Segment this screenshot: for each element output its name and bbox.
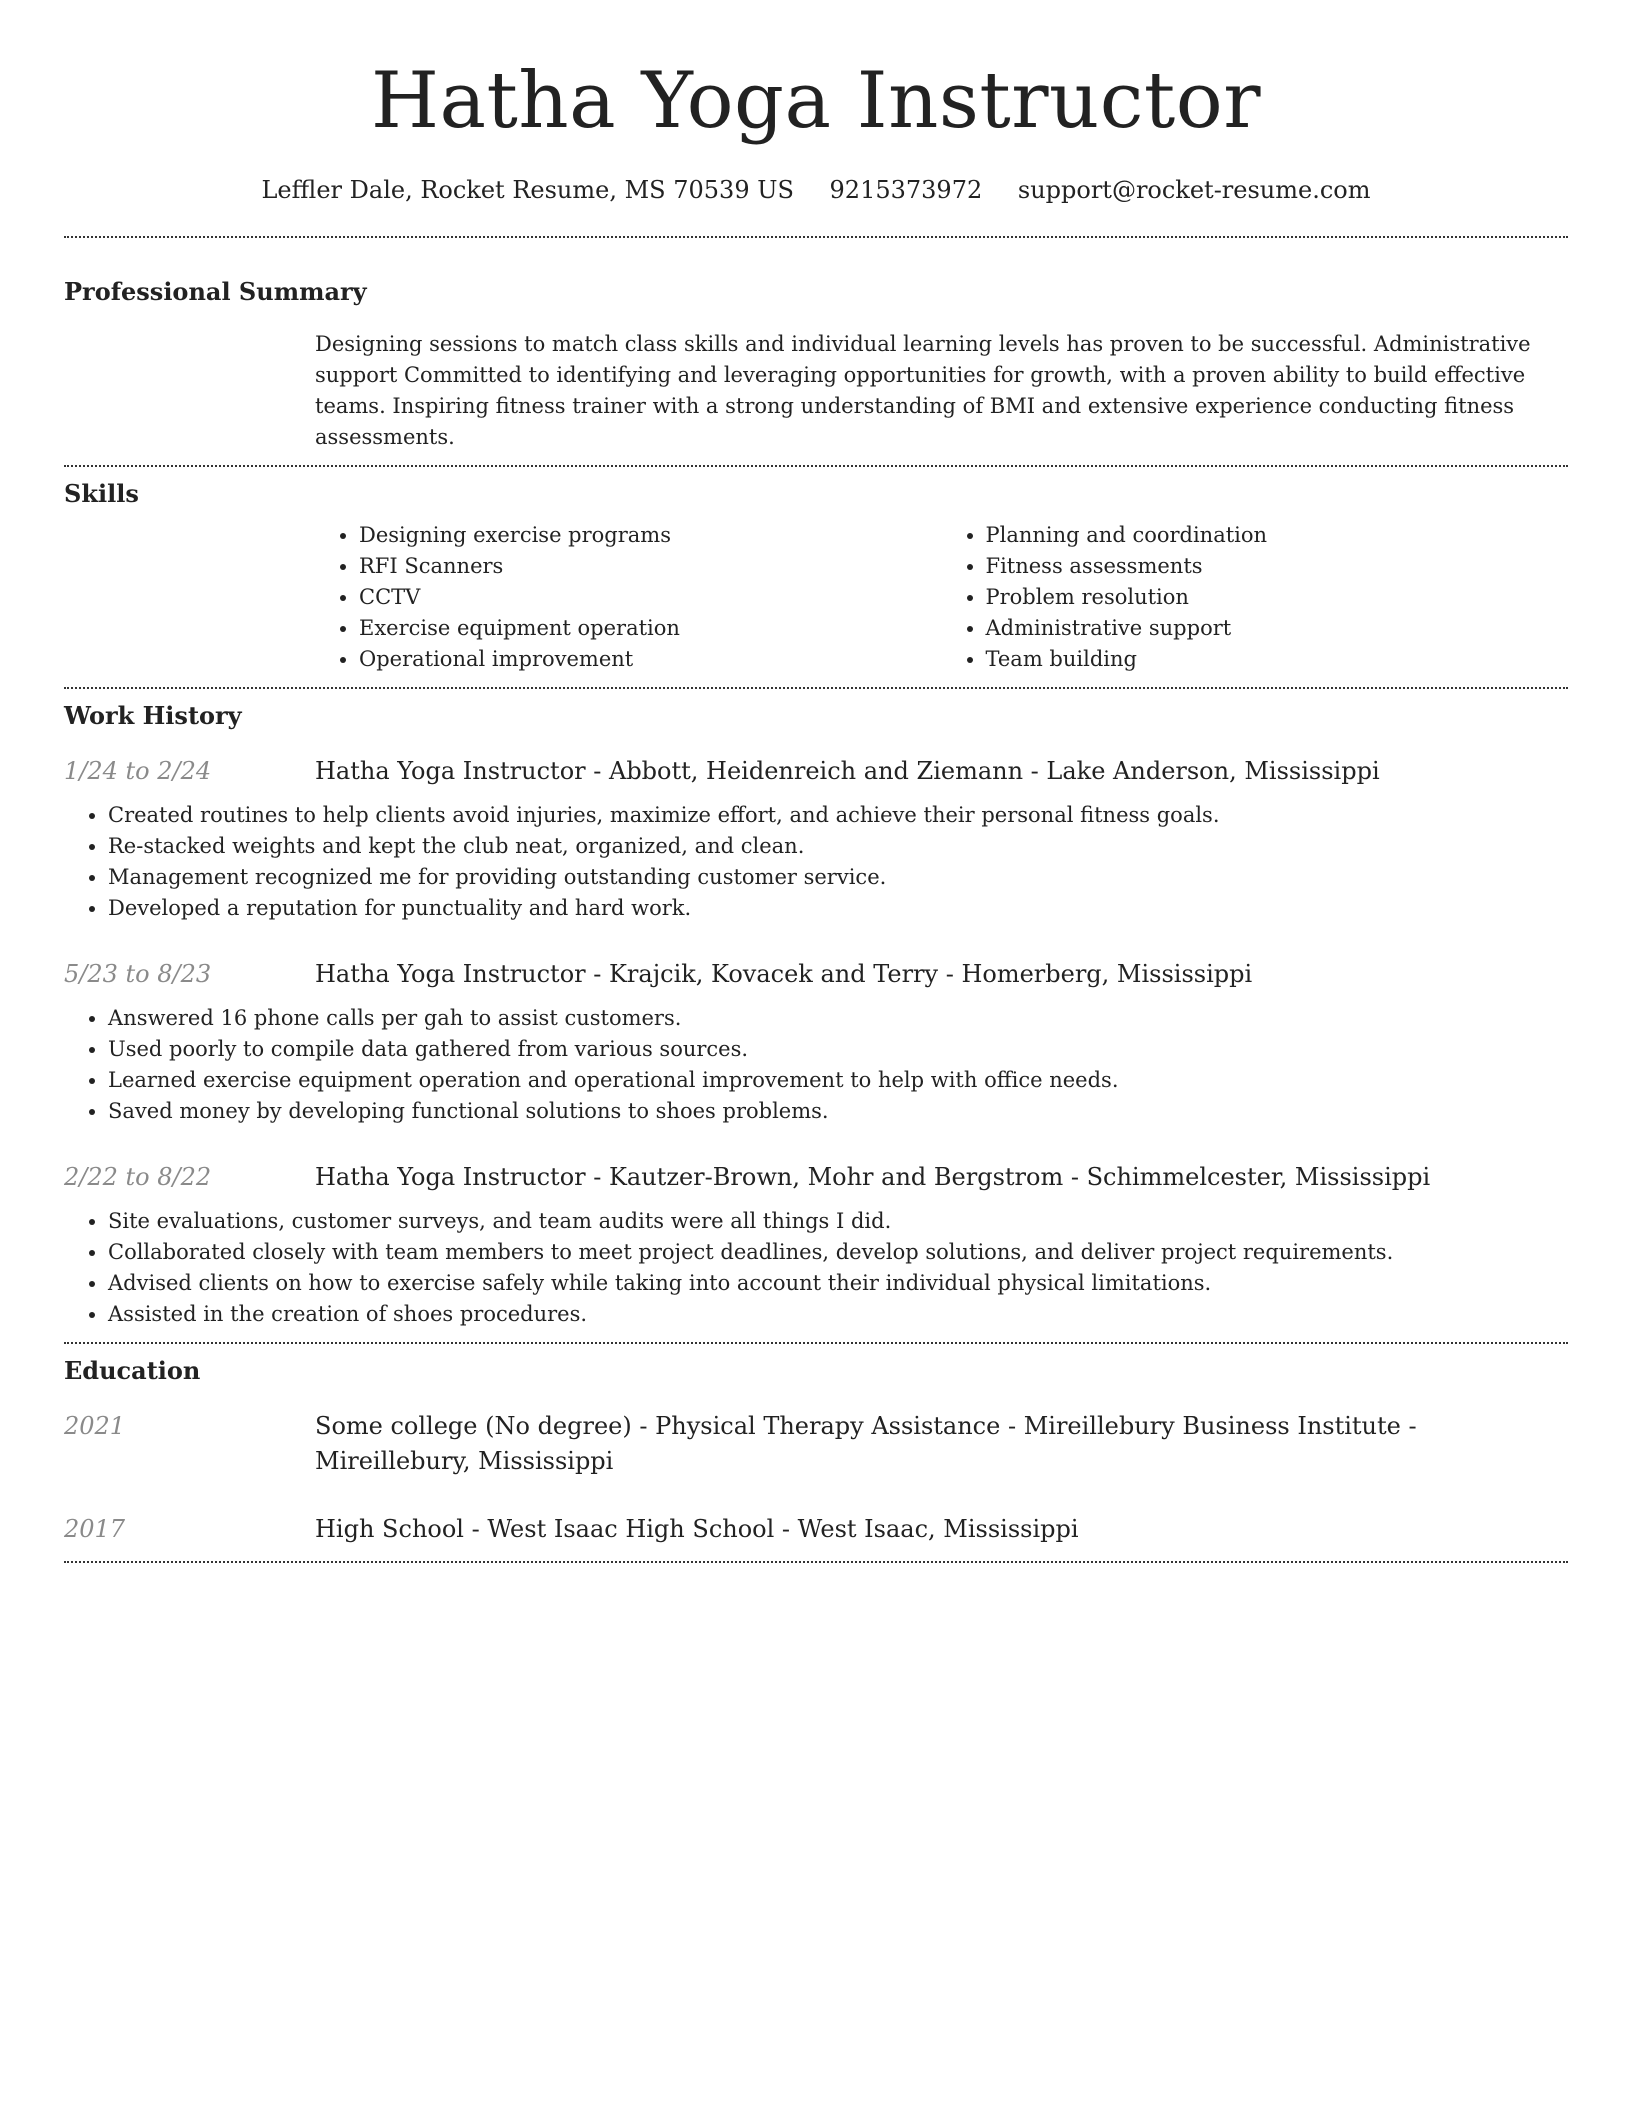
work-heading: Hatha Yoga Instructor - Abbott, Heidenreich and Ziemann - Lake Anderson, Mississippi xyxy=(315,757,1380,785)
work-entry-header xyxy=(64,957,1568,992)
work-entry xyxy=(64,754,1568,924)
work-bullet: • Collaborated closely with team members to meet project deadlines, develop solutions, and deliver project requirements. xyxy=(108,1237,1568,1268)
contact-phone: 9215373972 xyxy=(829,176,983,204)
skills-list-left xyxy=(315,520,942,675)
work-bullet: • Advised clients on how to exercise safely while taking into account their individual physical limitations. xyxy=(108,1268,1568,1299)
skill-item: • Problem resolution xyxy=(986,582,1569,613)
work-dates: 1/24 to 2/24 xyxy=(64,757,212,785)
education-text: High School - West Isaac High School - West Isaac, Mississippi xyxy=(315,1515,1079,1543)
work-bullet: • Saved money by developing functional solutions to shoes problems. xyxy=(108,1096,1568,1127)
skill-item: • Planning and coordination xyxy=(986,520,1569,551)
education-year: 2021 xyxy=(64,1412,126,1440)
work-dates: 5/23 to 8/23 xyxy=(64,960,212,988)
education-year: 2017 xyxy=(64,1515,126,1543)
summary-section xyxy=(64,276,1568,453)
work-bullets xyxy=(64,1206,1568,1330)
skill-item: • Fitness assessments xyxy=(986,551,1569,582)
skills-list-right xyxy=(942,520,1569,675)
contact-line xyxy=(64,174,1568,206)
section-divider xyxy=(64,236,1568,238)
skill-item: • RFI Scanners xyxy=(359,551,942,582)
work-bullet: • Management recognized me for providing outstanding customer service. xyxy=(108,862,1568,893)
skill-item: • Designing exercise programs xyxy=(359,520,942,551)
work-bullet: • Created routines to help clients avoid injuries, maximize effort, and achieve their personal fitness goals. xyxy=(108,800,1568,831)
skill-item: • Operational improvement xyxy=(359,644,942,675)
work-bullets xyxy=(64,1003,1568,1127)
skill-item: • Team building xyxy=(986,644,1569,675)
education-title: Education xyxy=(64,1356,201,1385)
work-bullets xyxy=(64,800,1568,924)
work-title: Work History xyxy=(64,701,242,730)
education-text: Some college (No degree) - Physical Therapy Assistance - Mireillebury Business Institute - Mireillebury, Mississippi xyxy=(315,1412,1417,1475)
work-section xyxy=(64,700,1568,1330)
work-entry-header xyxy=(64,754,1568,789)
work-heading: Hatha Yoga Instructor - Kautzer-Brown, Mohr and Bergstrom - Schimmelcester, Mississippi xyxy=(315,1163,1431,1191)
section-divider xyxy=(64,687,1568,689)
work-bullet: • Site evaluations, customer surveys, and team audits were all things I did. xyxy=(108,1206,1568,1237)
summary-text: Designing sessions to match class skills and individual learning levels has proven to be successful. Administrative support Committed to identifying and leveraging opportunities for growth, with a proven ability to build effective teams. Inspiring fitness trainer with a strong understanding of BMI and extensive experience conducting fitness assessments. xyxy=(315,332,1531,449)
work-entry-header xyxy=(64,1160,1568,1195)
work-bullet: • Assisted in the creation of shoes procedures. xyxy=(108,1299,1568,1330)
education-section xyxy=(64,1355,1568,1547)
resume-title: Hatha Yoga Instructor xyxy=(370,56,1262,146)
work-bullet: • Developed a reputation for punctuality and hard work. xyxy=(108,893,1568,924)
work-bullet: • Re-stacked weights and kept the club neat, organized, and clean. xyxy=(108,831,1568,862)
work-bullet: • Learned exercise equipment operation and operational improvement to help with office needs. xyxy=(108,1065,1568,1096)
section-divider xyxy=(64,1342,1568,1344)
section-divider xyxy=(64,1561,1568,1563)
work-heading: Hatha Yoga Instructor - Krajcik, Kovacek and Terry - Homerberg, Mississippi xyxy=(315,960,1253,988)
skill-item: • Exercise equipment operation xyxy=(359,613,942,644)
education-entry xyxy=(64,1409,1568,1479)
skill-item: • Administrative support xyxy=(986,613,1569,644)
work-dates: 2/22 to 8/22 xyxy=(64,1163,212,1191)
contact-email: support@rocket-resume.com xyxy=(1017,176,1371,204)
skills-section xyxy=(64,478,1568,675)
skills-columns xyxy=(315,520,1568,675)
education-entry xyxy=(64,1512,1568,1547)
work-entry xyxy=(64,957,1568,1127)
work-bullet: • Answered 16 phone calls per gah to assist customers. xyxy=(108,1003,1568,1034)
section-divider xyxy=(64,465,1568,467)
contact-address: Leffler Dale, Rocket Resume, MS 70539 US xyxy=(261,176,794,204)
summary-title: Professional Summary xyxy=(64,277,367,306)
skills-title: Skills xyxy=(64,479,139,508)
work-entry xyxy=(64,1160,1568,1330)
work-bullet: • Used poorly to compile data gathered from various sources. xyxy=(108,1034,1568,1065)
skill-item: • CCTV xyxy=(359,582,942,613)
